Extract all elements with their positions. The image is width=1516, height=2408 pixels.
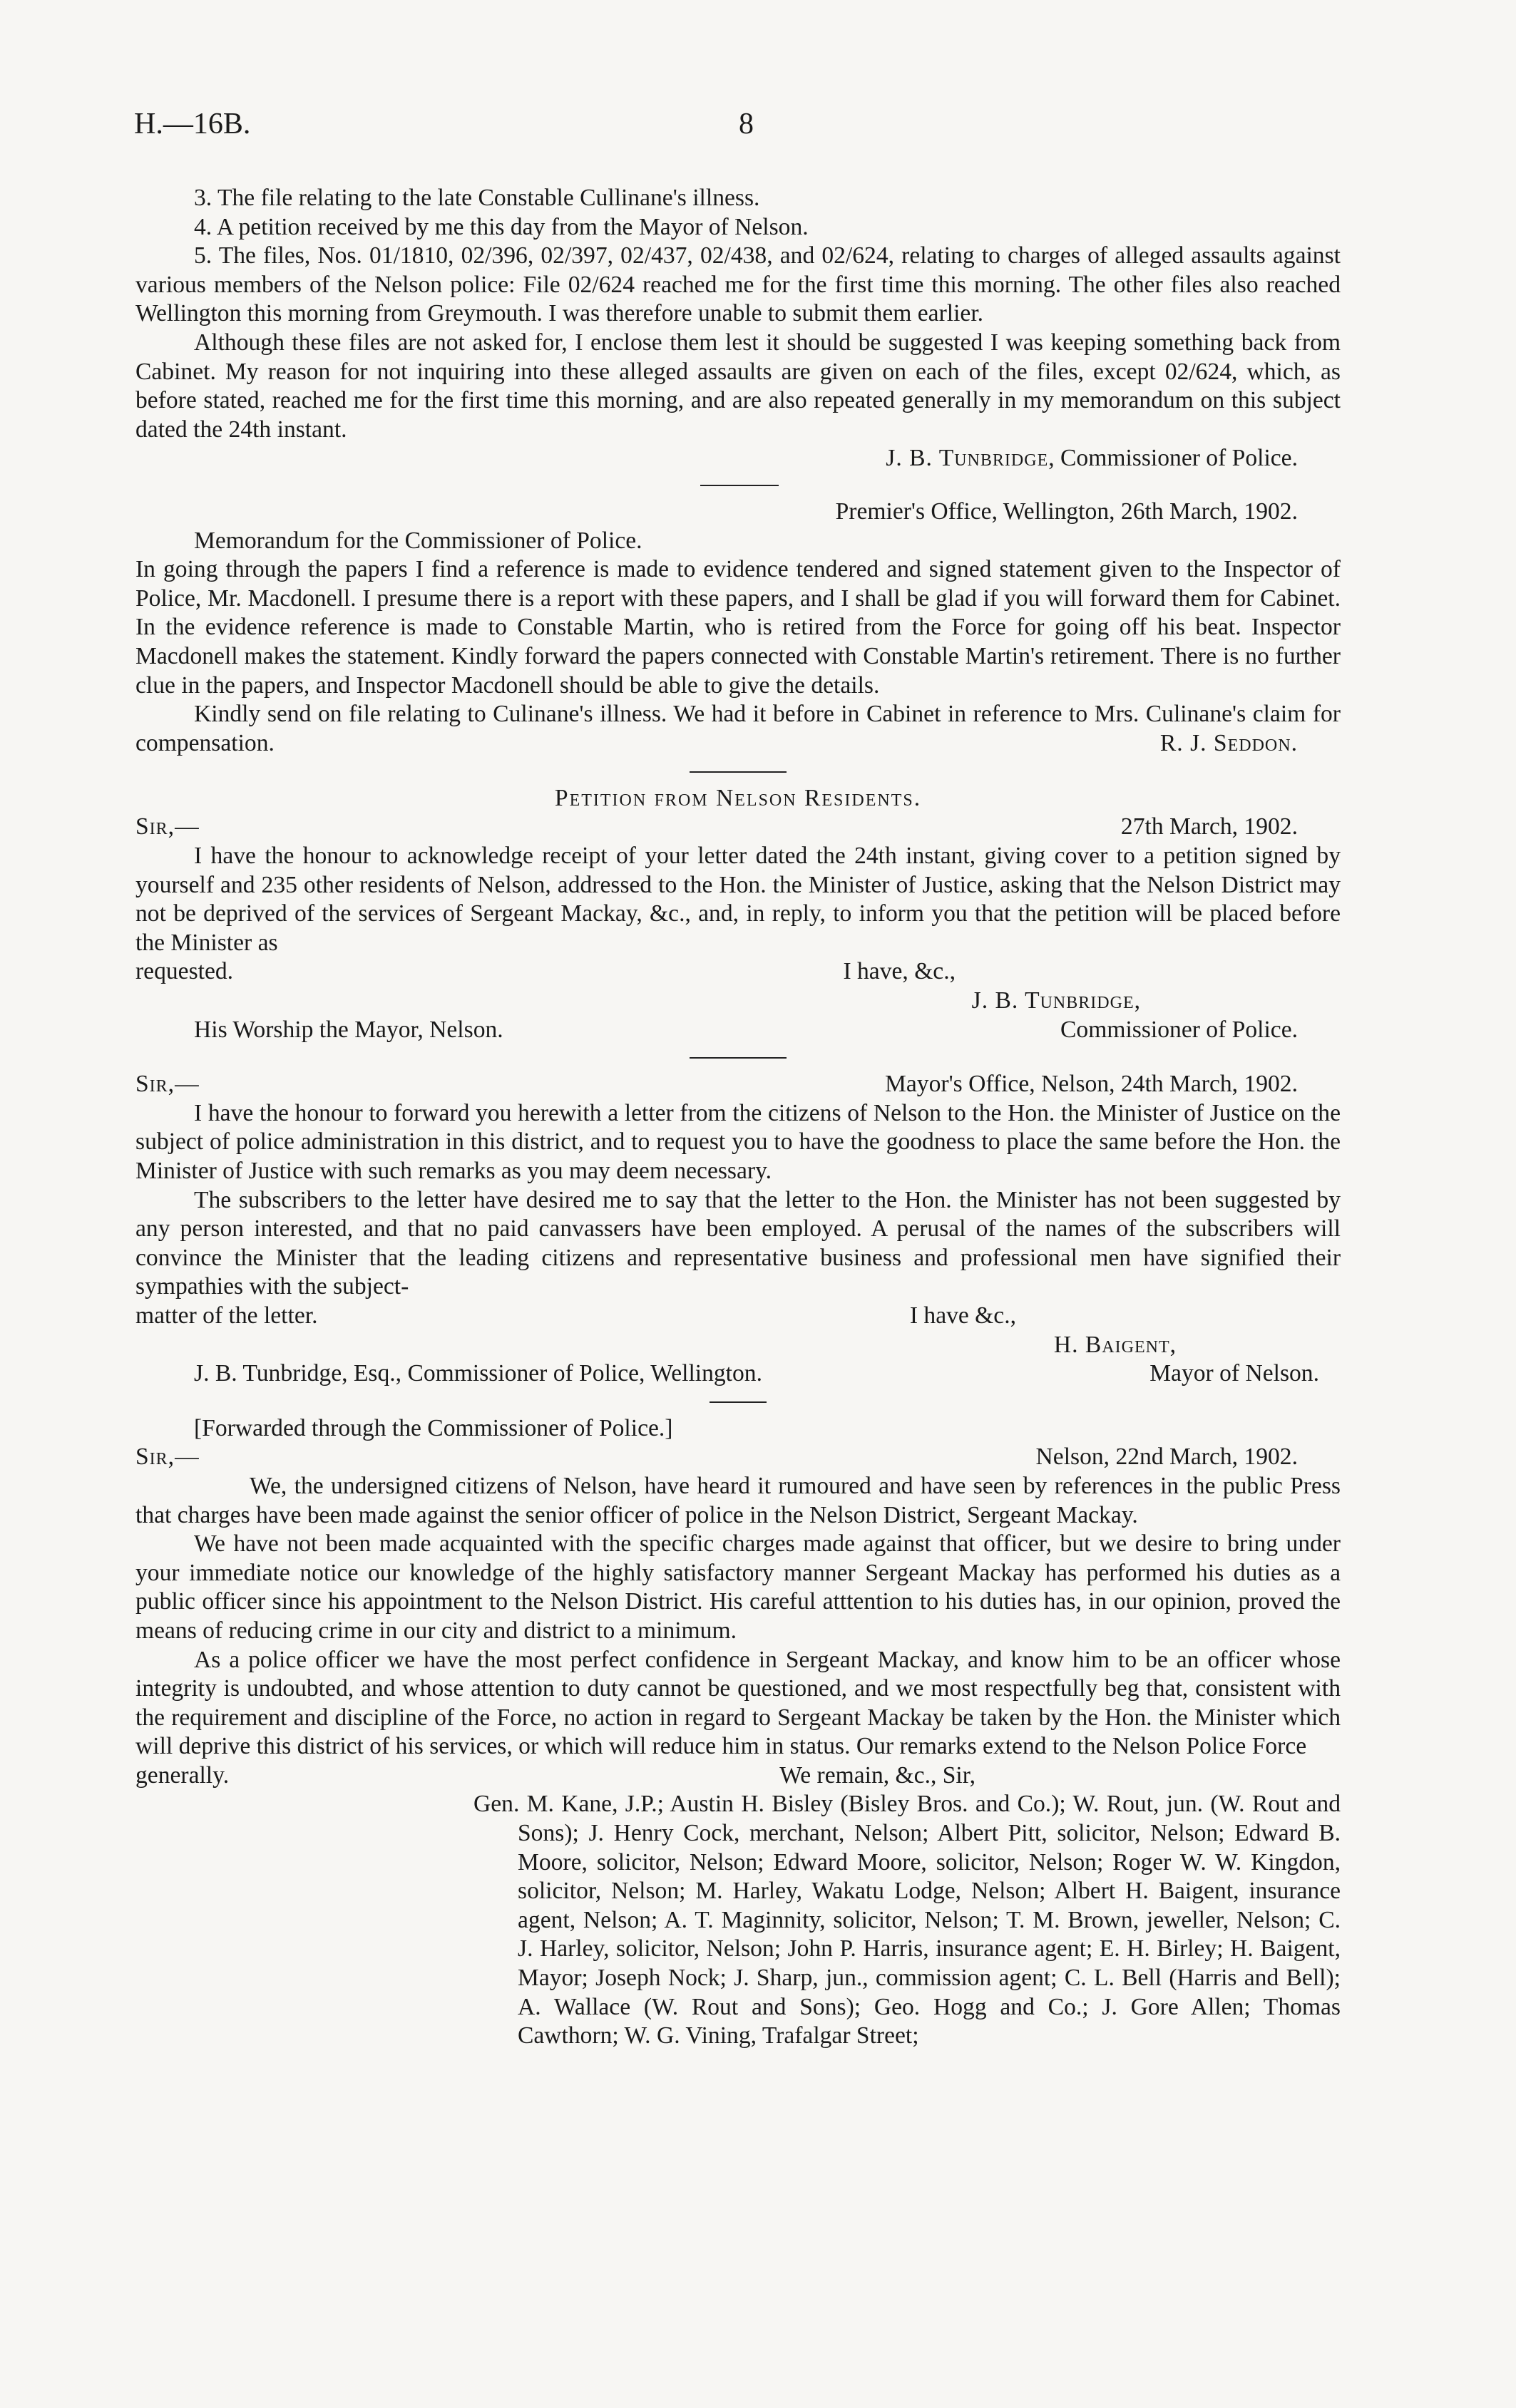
enclosure-item: 3. The file relating to the late Constable Cullinane's illness.: [194, 185, 760, 211]
letter-paragraph: The subscribers to the letter have desired me to say that the letter to the Hon. the Minister has not been suggested by any person interested, and that no paid canvassers have been employed. A perusal of the names of the subscribers will convince the Minister that the leading citizens and representative business and professional men have signified their sympathies with the subject-: [135, 1186, 1341, 1300]
closing: I have, &c.,: [843, 958, 956, 985]
forwarded-note: [Forwarded through the Commissioner of Police.]: [194, 1414, 673, 1441]
closing-line: [135, 1761, 1341, 1791]
section-title: Petition from Nelson Residents.: [554, 784, 922, 811]
letter-paragraph: As a police officer we have the most perfect confidence in Sergeant Mackay, and know him to be an officer whose integrity is undoubted, and whose attention to duty cannot be questioned, and we most respectfully beg that, consistent with the requirement and discipline of the Force, no action in regard to Sergeant Mackay be taken by the Hon. the Minister which will deprive this district of his services, or which will reduce him in status. Our remarks extend to the Nelson Police Force: [135, 1646, 1341, 1760]
addressee-line: [135, 1016, 1341, 1045]
signature-name: H. Baigent,: [1053, 1331, 1177, 1358]
letter-dateline: Mayor's Office, Nelson, 24th March, 1902.: [885, 1071, 1298, 1098]
signature: [135, 444, 1341, 473]
closing: I have &c.,: [909, 1302, 1016, 1329]
signature-title: , Commissioner of Police.: [1048, 445, 1298, 472]
closing-line: [135, 957, 1341, 987]
enclosure-item: 5. The files, Nos. 01/1810, 02/396, 02/397, 02/437, 02/438, and 02/624, relating to charges of alleged assaults against various members of the Nelson police: File 02/624 reached me for the first time this morning. The other files also reached Wellington this morning from Greymouth. I was therefore unable to submit them earlier.: [135, 242, 1341, 327]
page-number: 8: [739, 108, 754, 140]
paragraph-end: matter of the letter.: [135, 1302, 318, 1329]
letter-paragraph: We have not been made acquainted with the specific charges made against that officer, but we desire to bring under your immediate notice our knowledge of the highly satisfactory manner Sergeant Mackay has performed his duties as a public officer since his appointment to the Nelson District. His careful atttention to his duties has, in our opinion, proved the means of reducing crime in our city and district to a minimum.: [135, 1530, 1341, 1644]
paragraph-end: generally.: [135, 1761, 230, 1789]
page-header: [134, 107, 1382, 150]
salutation-line: [135, 1070, 1341, 1099]
document-id: H.—16B.: [134, 108, 251, 140]
letter-date: 27th March, 1902.: [1120, 813, 1298, 840]
addressee: His Worship the Mayor, Nelson.: [194, 1016, 503, 1043]
memo-paragraph: In going through the papers I find a reference is made to evidence tendered and signed statement given to the Inspector of Police, Mr. Macdonell. I presume there is a report with these papers, and I shall be glad if you will forward them for Cabinet. In the evidence reference is made to Constable Martin, who is retired from the Force for going off his beat. Inspector Macdonell makes the statement. Kindly forward the papers connected with Constable Martin's retirement. There is no further clue in the papers, and Inspector Macdonell should be able to give the details.: [135, 556, 1341, 699]
signatories-block: [473, 1790, 1341, 2050]
memo-heading: Memorandum for the Commissioner of Police.: [194, 527, 642, 554]
enclosure-item: 4. A petition received by me this day from the Mayor of Nelson.: [194, 213, 809, 240]
letter-paragraph: I have the honour to forward you herewith a letter from the citizens of Nelson to the Hon. the Minister of Justice on the subject of police administration in this district, and to request you to have the goodness to place the same before the Hon. the Minister of Justice with such remarks as you may deem necessary.: [135, 1099, 1341, 1184]
signature-name: J. B. Tunbridge,: [971, 987, 1141, 1014]
addressee-line: [135, 1359, 1341, 1389]
paragraph: Although these files are not asked for, I enclose them lest it should be suggested I was keeping something back from Cabinet. My reason for not inquiring into these alleged assaults are given on each of the files, except 02/624, which, as before stated, reached me for the first time this morning, and are also repeated generally in my memorandum on this subject dated the 24th instant.: [135, 329, 1341, 443]
signature-title: Mayor of Nelson.: [1149, 1360, 1319, 1387]
memo-signature: R. J. Seddon.: [1159, 730, 1298, 757]
section-divider: [690, 1057, 787, 1059]
memo-dateline: Premier's Office, Wellington, 26th March, 1902.: [835, 498, 1298, 525]
salutation-line: [135, 1443, 1341, 1472]
memo-paragraph: Kindly send on file relating to Culinane's illness. We had it before in Cabinet in reference to Mrs. Culinane's claim for compensation.: [135, 701, 1341, 756]
signatories-list: Gen. M. Kane, J.P.; Austin H. Bisley (Bisley Bros. and Co.); W. Rout, jun. (W. Rout and Sons); J. Henry Cock, merchant, Nelson; Albert Pitt, solicitor, Nelson; Edward B. Moore, solicitor, Nelson; Edward Moore, solicitor, Nelson; Roger W. W. Kingdon, solicitor, Nelson; M. Harley, Wakatu Lodge, Nelson; Albert H. Baigent, insurance agent, Nelson; A. T. Maginnity, solicitor, Nelson; T. M. Brown, jeweller, Nelson; C. J. Harley, solicitor, Nelson; John P. Harris, insurance agent; E. H. Birley; H. Baigent, Mayor; Joseph Nock; J. Sharp, jun., commission agent; C. L. Bell (Harris and Bell); A. Wallace (W. Rout and Sons); Geo. Hogg and Co.; J. Gore Allen; Thomas Cawthorn; W. G. Vining, Trafalgar Street;: [473, 1791, 1341, 2049]
letter-paragraph: I have the honour to acknowledge receipt of your letter dated the 24th instant, giving cover to a petition signed by yourself and 235 other residents of Nelson, addressed to the Hon. the Minister of Justice, asking that the Nelson District may not be deprived of the services of Sergeant Mackay, &c., and, in reply, to inform you that the petition will be placed before the Minister as: [135, 843, 1341, 956]
section-divider: [700, 485, 779, 486]
closing: We remain, &c., Sir,: [779, 1761, 975, 1789]
closing-line: [135, 1302, 1341, 1331]
signature-name: J. B. Tunbridge: [886, 445, 1049, 472]
salutation-line: [135, 813, 1341, 842]
document-body: [135, 184, 1341, 2051]
salutation: Sir,—: [135, 813, 200, 840]
letter-dateline: Nelson, 22nd March, 1902.: [1035, 1444, 1298, 1471]
signature-title: Commissioner of Police.: [1060, 1016, 1298, 1043]
salutation: Sir,—: [135, 1444, 200, 1471]
section-divider: [690, 771, 787, 773]
paragraph-end: requested.: [135, 958, 234, 985]
section-divider: [710, 1401, 767, 1403]
addressee: J. B. Tunbridge, Esq., Commissioner of Police, Wellington.: [194, 1360, 762, 1387]
salutation: Sir,—: [135, 1071, 200, 1098]
letter-paragraph: We, the undersigned citizens of Nelson, have heard it rumoured and have seen by references in the public Press that charges have been made against the senior officer of police in the Nelson District, Sergeant Mackay.: [135, 1472, 1341, 1528]
